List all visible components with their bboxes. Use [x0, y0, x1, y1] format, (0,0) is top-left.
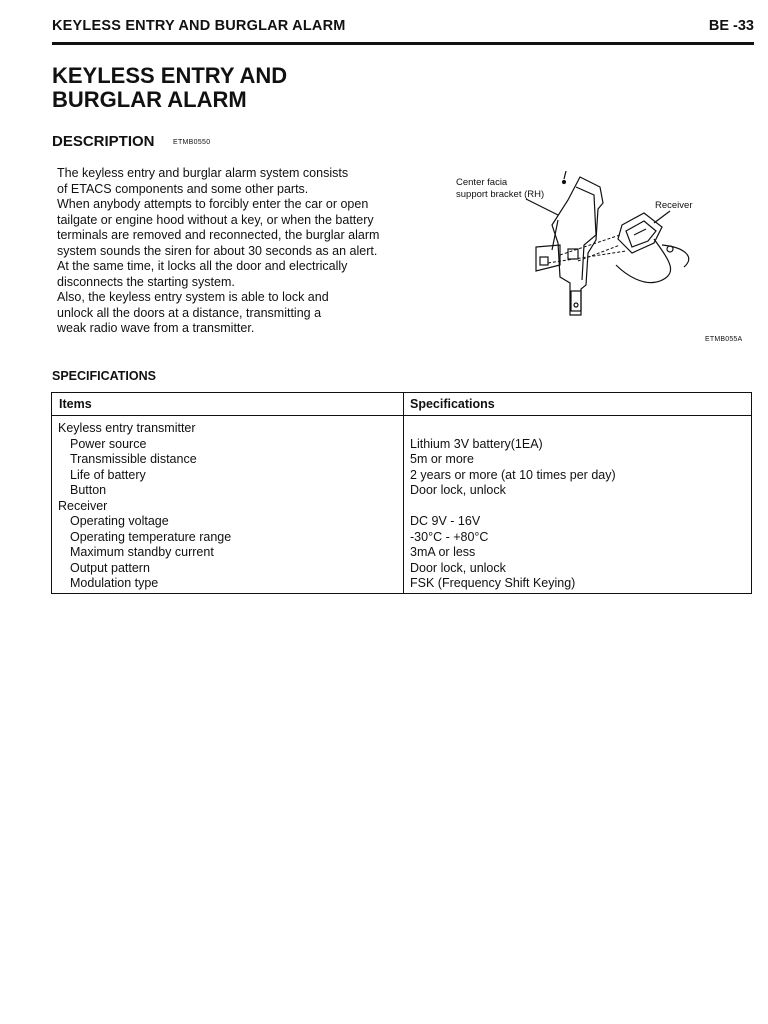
- description-line: tailgate or engine hood without a key, or when the battery: [57, 212, 374, 227]
- specifications-table: [51, 392, 752, 594]
- column-header-items: Items: [59, 397, 92, 411]
- figure-code: ETMB055A: [705, 336, 743, 343]
- figure-label-bracket-line-2: support bracket (RH): [456, 189, 545, 200]
- description-line: When anybody attempts to forcibly enter the car or open: [57, 197, 369, 211]
- table-row: [52, 468, 751, 484]
- item-cell: Modulation type: [70, 576, 159, 590]
- item-cell: Button: [70, 483, 107, 497]
- value-cell: Door lock, unlock: [410, 483, 506, 497]
- description-text: [57, 166, 409, 337]
- description-line: unlock all the doors at a distance, transmitting a: [57, 305, 322, 320]
- item-cell: Transmissible distance: [70, 452, 197, 466]
- description-line: disconnects the starting system.: [57, 274, 235, 289]
- table-row: [52, 499, 751, 515]
- description-heading: DESCRIPTION: [52, 133, 155, 150]
- description-line: weak radio wave from a transmitter.: [57, 321, 255, 335]
- item-cell: Operating voltage: [70, 514, 169, 528]
- header-section-title: KEYLESS ENTRY AND BURGLAR ALARM: [52, 18, 346, 34]
- table-row: [52, 514, 751, 530]
- item-cell: Life of battery: [70, 467, 146, 482]
- item-cell: Keyless entry transmitter: [58, 421, 196, 435]
- description-line: system sounds the siren for about 30 seconds as an alert.: [57, 243, 378, 258]
- table-row: [52, 421, 751, 437]
- item-cell: Maximum standby current: [70, 545, 214, 559]
- value-cell: 3mA or less: [410, 545, 476, 559]
- item-cell: Output pattern: [70, 560, 150, 575]
- table-row: [52, 576, 751, 592]
- table-header-row: [52, 393, 751, 416]
- receiver-location-figure: [448, 165, 718, 330]
- value-cell: DC 9V - 16V: [410, 514, 481, 528]
- table-row: [52, 545, 751, 561]
- page-number: BE -33: [708, 18, 754, 34]
- description-line: At the same time, it locks all the door and electrically: [57, 259, 348, 273]
- value-cell: FSK (Frequency Shift Keying): [410, 576, 576, 590]
- value-cell: Door lock, unlock: [410, 560, 506, 575]
- item-cell: Receiver: [58, 498, 108, 513]
- receiver-drawing: [616, 211, 689, 283]
- value-cell: Lithium 3V battery(1EA): [410, 436, 543, 451]
- figure-label-bracket-line-1: Center facia: [456, 177, 508, 188]
- value-cell: 5m or more: [410, 452, 474, 466]
- item-cell: Power source: [70, 436, 147, 451]
- description-code: ETMB0550: [173, 139, 211, 146]
- item-cell: Operating temperature range: [70, 529, 232, 544]
- column-header-specifications: Specifications: [410, 397, 495, 411]
- value-cell: 2 years or more (at 10 times per day): [410, 467, 616, 482]
- figure-label-receiver: Receiver: [655, 200, 693, 211]
- header-rule: [52, 42, 754, 45]
- page-title-line-2: BURGLAR ALARM: [52, 87, 247, 112]
- value-cell: -30°C - +80°C: [410, 529, 489, 544]
- specifications-heading: SPECIFICATIONS: [52, 369, 156, 383]
- table-row: [52, 483, 751, 499]
- page-title-line-1: KEYLESS ENTRY AND: [52, 63, 288, 88]
- description-line: terminals are removed and reconnected, the burglar alarm: [57, 228, 380, 242]
- description-line: Also, the keyless entry system is able to lock and: [57, 290, 329, 304]
- page-title: [52, 64, 392, 112]
- table-row: [52, 437, 751, 453]
- description-line: of ETACS components and some other parts.: [57, 181, 309, 196]
- description-line: The keyless entry and burglar alarm system consists: [57, 166, 349, 180]
- table-row: [52, 452, 751, 468]
- table-row: [52, 561, 751, 577]
- table-row: [52, 530, 751, 546]
